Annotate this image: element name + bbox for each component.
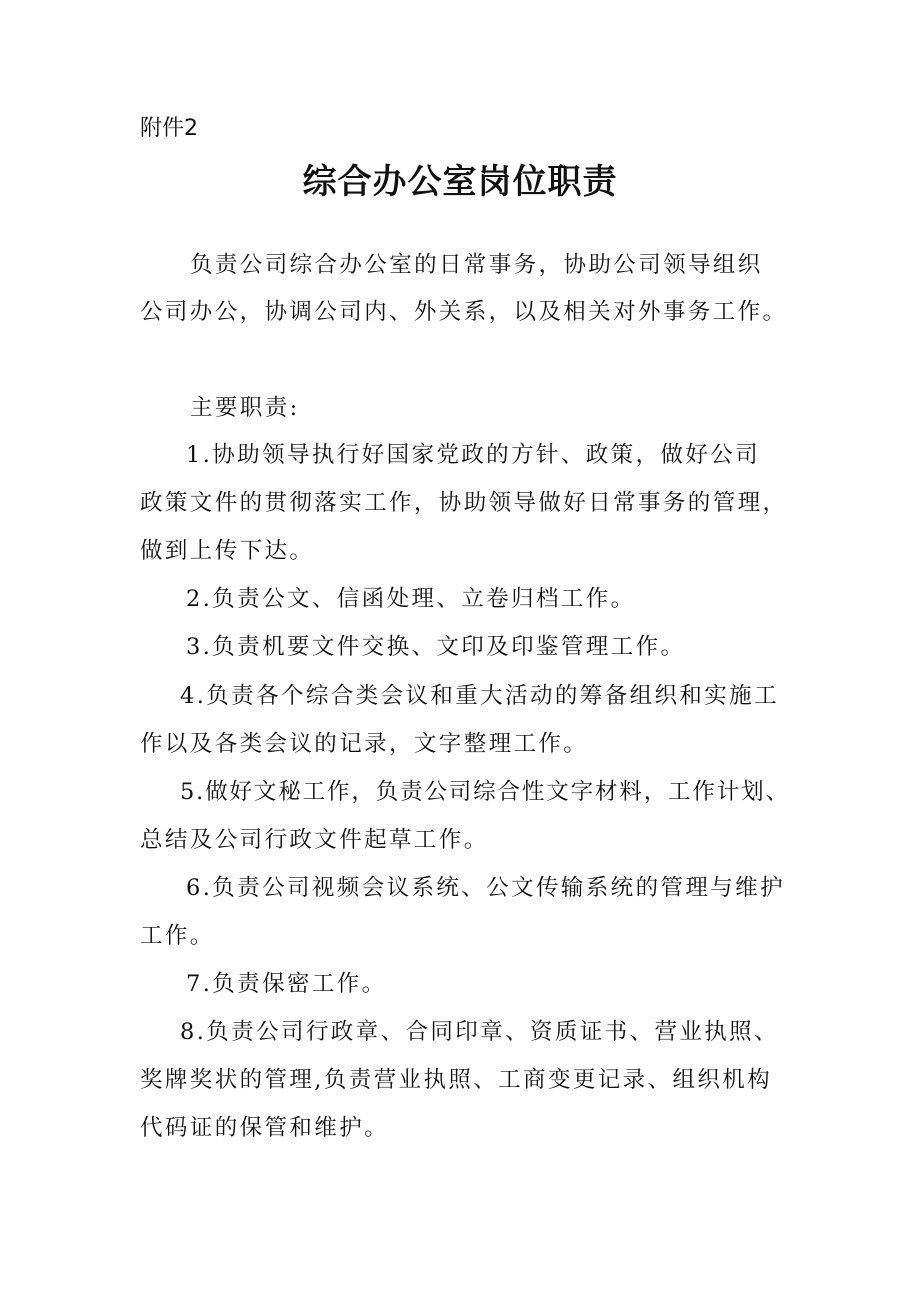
duty-4-line: 4.负责各个综合类会议和重大活动的筹备组织和实施工 <box>180 683 779 709</box>
duty-1-line: 1.协助领导执行好国家党政的方针、政策，做好公司 <box>186 442 761 468</box>
duty-4-line: 作以及各类会议的记录，文字整理工作。 <box>140 731 589 757</box>
duty-8-line: 代码证的保管和维护。 <box>140 1115 390 1141</box>
intro-line: 公司办公，协调公司内、外关系，以及相关对外事务工作。 <box>140 299 788 325</box>
page-title: 综合办公室岗位职责 <box>302 162 618 202</box>
intro-line: 负责公司综合办公室的日常事务，协助公司领导组织 <box>190 252 763 278</box>
duty-7-line: 7.负责保密工作。 <box>186 971 387 997</box>
attachment-label: 附件2 <box>140 116 198 141</box>
duty-5-line: 5.做好文秘工作，负责公司综合性文字材料，工作计划、 <box>180 779 790 805</box>
duty-6-line: 工作。 <box>140 923 215 949</box>
duty-2-line: 2.负责公文、信函处理、立卷归档工作。 <box>186 586 636 612</box>
duties-heading: 主要职责: <box>190 395 300 421</box>
duty-1-line: 做到上传下达。 <box>140 538 315 564</box>
duty-8-line: 8.负责公司行政章、合同印章、资质证书、营业执照、 <box>180 1019 779 1045</box>
duty-1-line: 政策文件的贯彻落实工作，协助领导做好日常事务的管理， <box>140 490 788 516</box>
duty-5-line: 总结及公司行政文件起草工作。 <box>140 827 489 853</box>
duty-6-line: 6.负责公司视频会议系统、公文传输系统的管理与维护 <box>186 875 785 901</box>
duty-3-line: 3.负责机要文件交换、文印及印鉴管理工作。 <box>186 634 686 660</box>
duty-8-line: 奖牌奖状的管理,负责营业执照、工商变更记录、组织机构 <box>140 1067 773 1093</box>
